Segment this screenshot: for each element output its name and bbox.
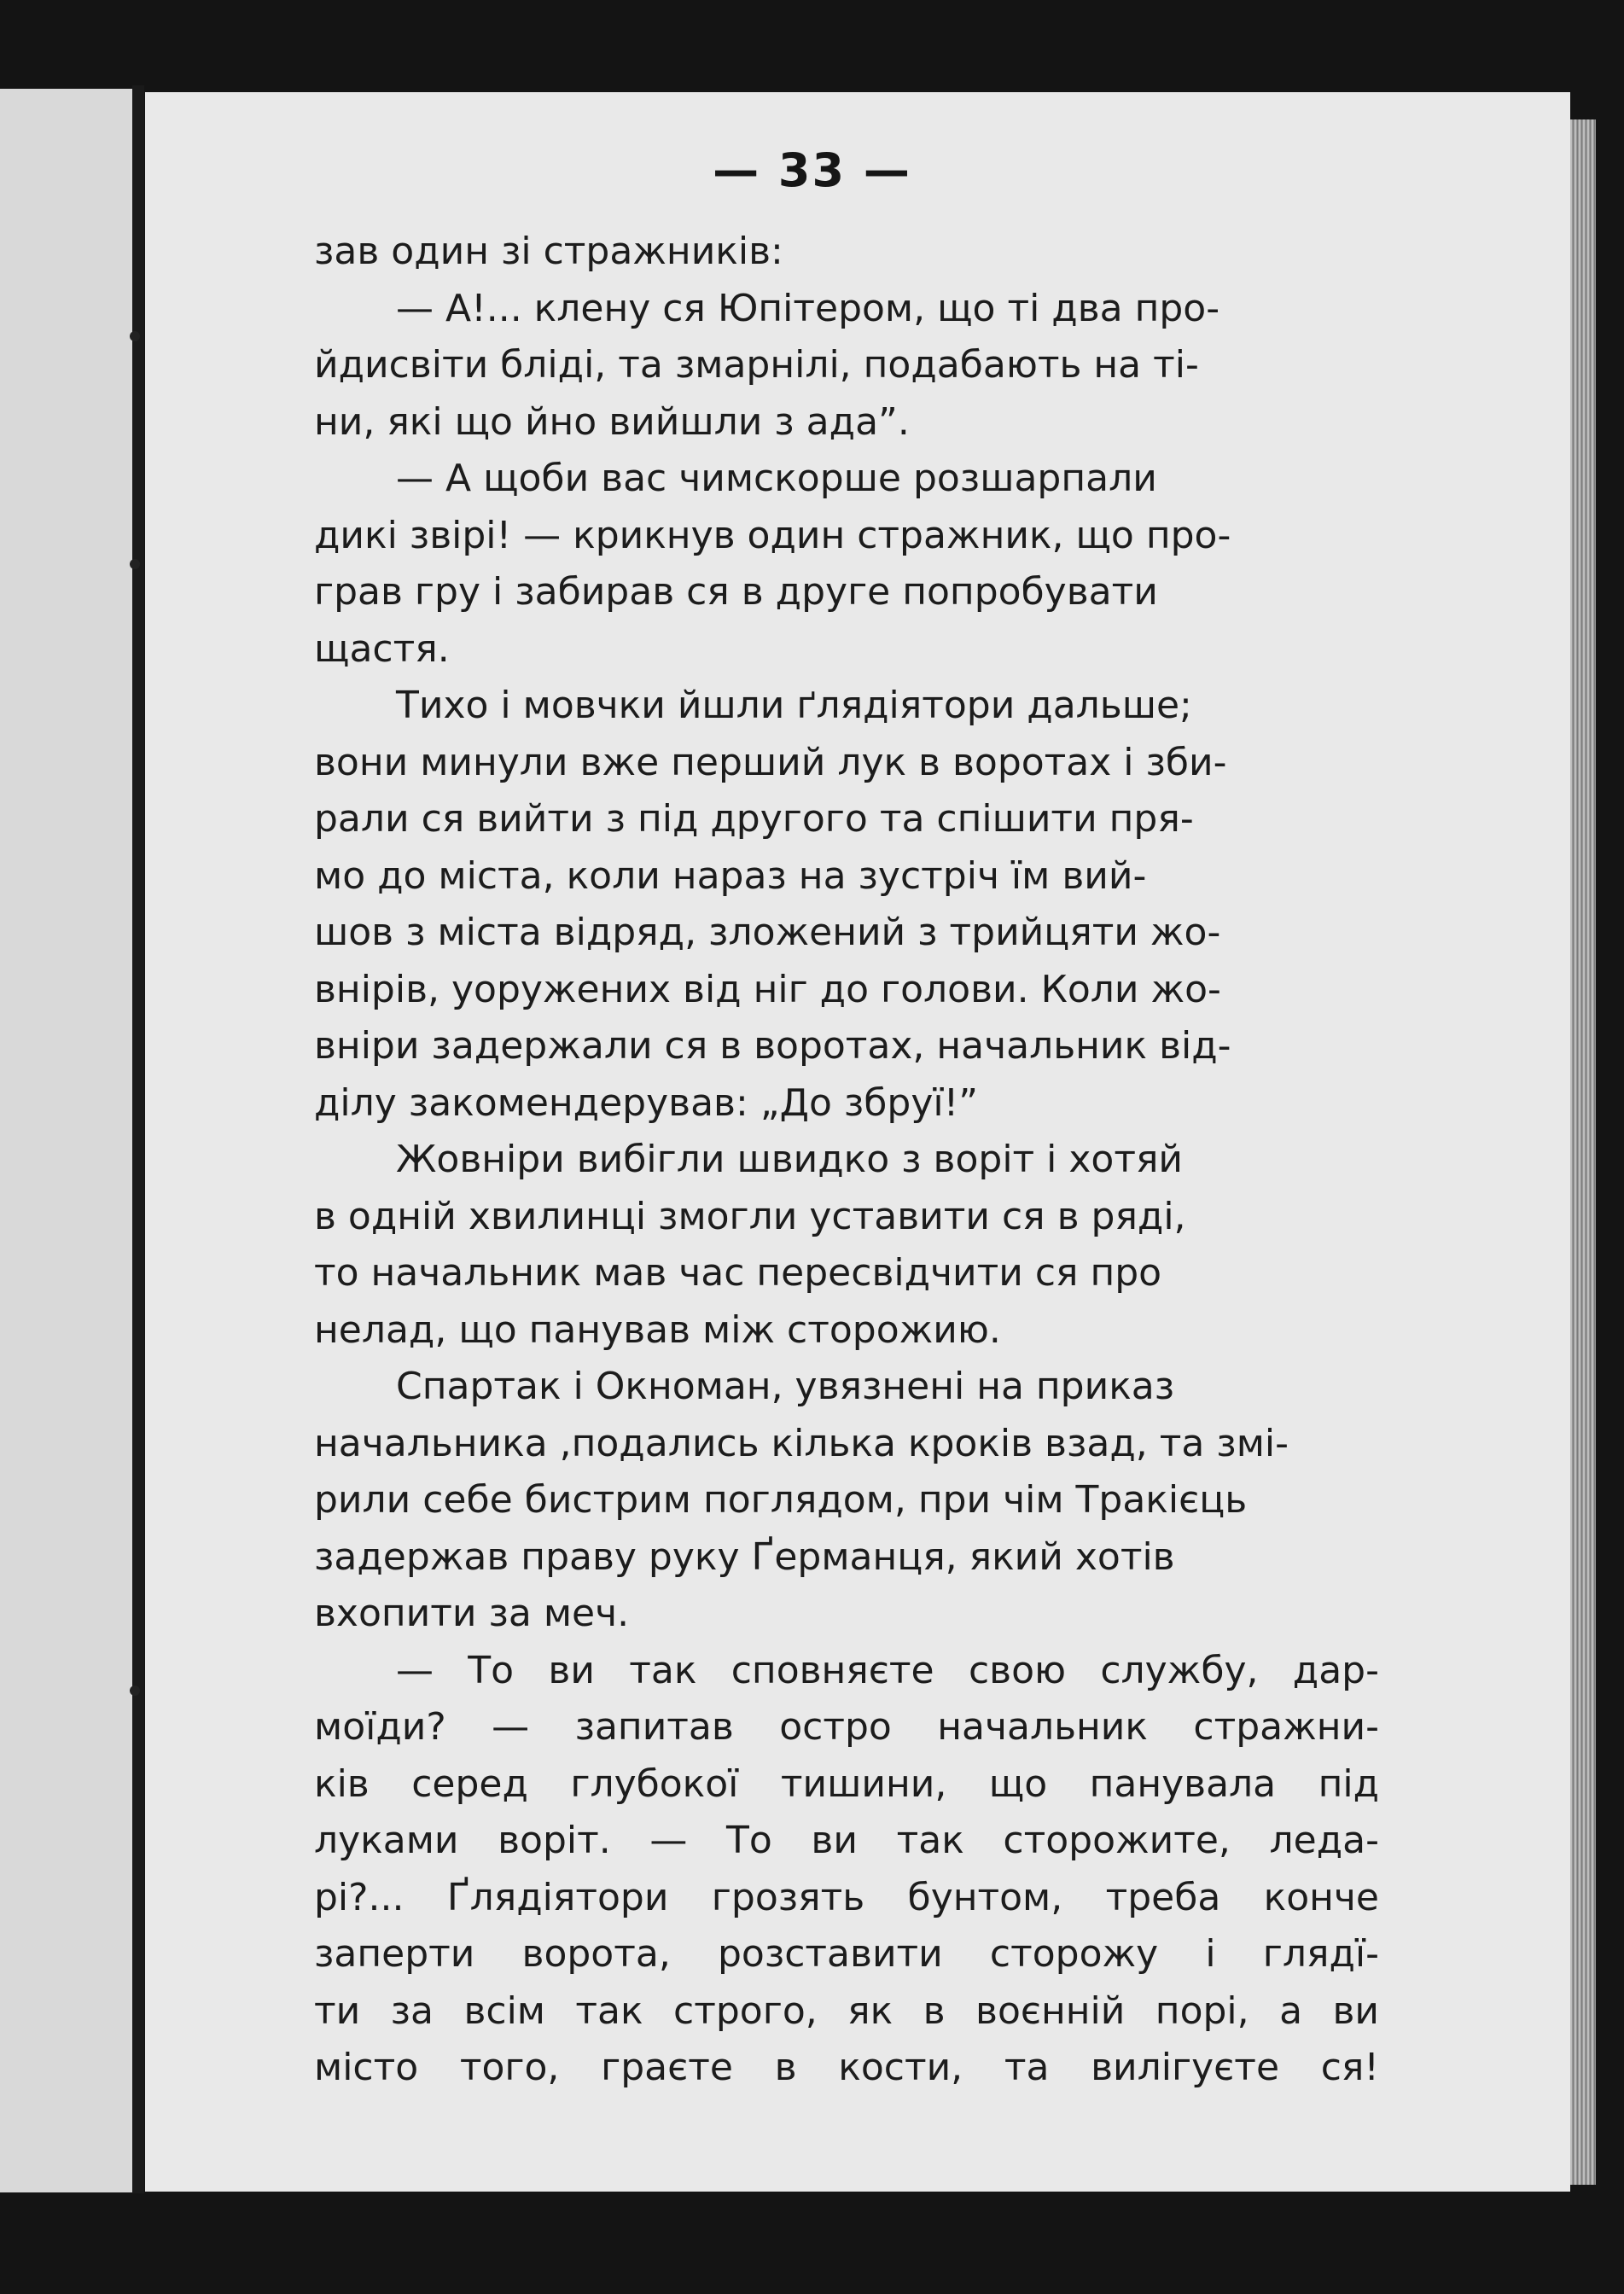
book-gutter [132, 85, 144, 2193]
text-line: внірів, уоружених від ніг до голови. Коли жо- [314, 967, 1221, 1011]
text-line: ни, які що йно вийшли з ада”. [314, 399, 910, 444]
paragraph [314, 224, 1379, 281]
text-line: Жовніри вибігли швидко з воріт і хотяй [396, 1138, 1184, 1181]
text-line: рали ся вийти з під другого та спішити пря- [314, 797, 1194, 841]
page-number: — 33 — [713, 143, 911, 197]
text-line: ти за всім так строго, як в воєнній порі, а ви [314, 1988, 1379, 2033]
binding-mark [130, 1686, 140, 1696]
text-line: Спартак і Окноман, увязнені на приказ [396, 1365, 1175, 1408]
paragraph [314, 451, 1379, 678]
text-line: в одній хвилинці змогли уставити ся в ряді, [314, 1194, 1186, 1238]
binding-mark [130, 331, 140, 341]
paragraph [314, 1643, 1379, 2097]
text-line: ків серед глубокої тишини, що панувала під [314, 1761, 1379, 1806]
text-line: мо до міста, коли нараз на зустріч їм вий- [314, 853, 1147, 898]
text-line: задержав праву руку Ґерманця, який хотів [314, 1534, 1175, 1579]
binding-mark [130, 559, 140, 569]
text-line: рі?... Ґлядіятори грозять бунтом, треба конче [314, 1875, 1379, 1919]
page-stack-edges [1570, 119, 1596, 2185]
paragraph [314, 281, 1379, 451]
text-line: дикі звірі! — крикнув один стражник, що про- [314, 513, 1231, 557]
text-line: — То ви так сповняєте свою службу, дар- [396, 1648, 1379, 1692]
text-line: зав один зі стражників: [314, 230, 783, 273]
text-line: щастя. [314, 626, 450, 671]
text-line: луками воріт. — То ви так сторожите, леда- [314, 1819, 1379, 1862]
text-line: рили себе бистрим поглядом, при чім Тракієць [314, 1478, 1248, 1522]
paragraph [314, 1132, 1379, 1359]
facing-page-edge [0, 89, 135, 2192]
text-line: місто того, граєте в кости, та вилігуєте ся! [314, 2046, 1379, 2089]
text-line: вхопити за меч. [314, 1592, 630, 1635]
text-line: вніри задержали ся в воротах, начальник від- [314, 1024, 1231, 1068]
paragraph [314, 678, 1379, 1132]
text-line: моїди? — запитав остро начальник стражни- [314, 1705, 1379, 1749]
text-line: грав гру і забирав ся в друге попробувати [314, 570, 1158, 614]
text-line: — А щоби вас чимскорше розшарпали [396, 457, 1157, 500]
paragraph [314, 1359, 1379, 1643]
text-line: начальника ,подались кілька кроків взад, та змі- [314, 1421, 1289, 1465]
text-line: то начальник мав час пересвідчити ся про [314, 1251, 1162, 1295]
text-line: — А!... клену ся Юпітером, що ті два про- [396, 286, 1220, 330]
text-line: йдисвіти бліді, та змарнілі, подабають на ті- [314, 343, 1199, 387]
text-line: заперти ворота, розставити сторожу і глядї- [314, 1932, 1379, 1976]
text-line: вони минули вже перший лук в воротах і зби- [314, 740, 1227, 784]
text-line: шов з міста відряд, зложений з трийцяти жо- [314, 911, 1221, 954]
text-line: ділу закомендерував: „До збруї!” [314, 1080, 979, 1125]
text-line: Тихо і мовчки йшли ґлядіятори дальше; [396, 684, 1192, 727]
body-text [314, 224, 1379, 2097]
text-line: нелад, що панував між сторожию. [314, 1307, 1001, 1352]
